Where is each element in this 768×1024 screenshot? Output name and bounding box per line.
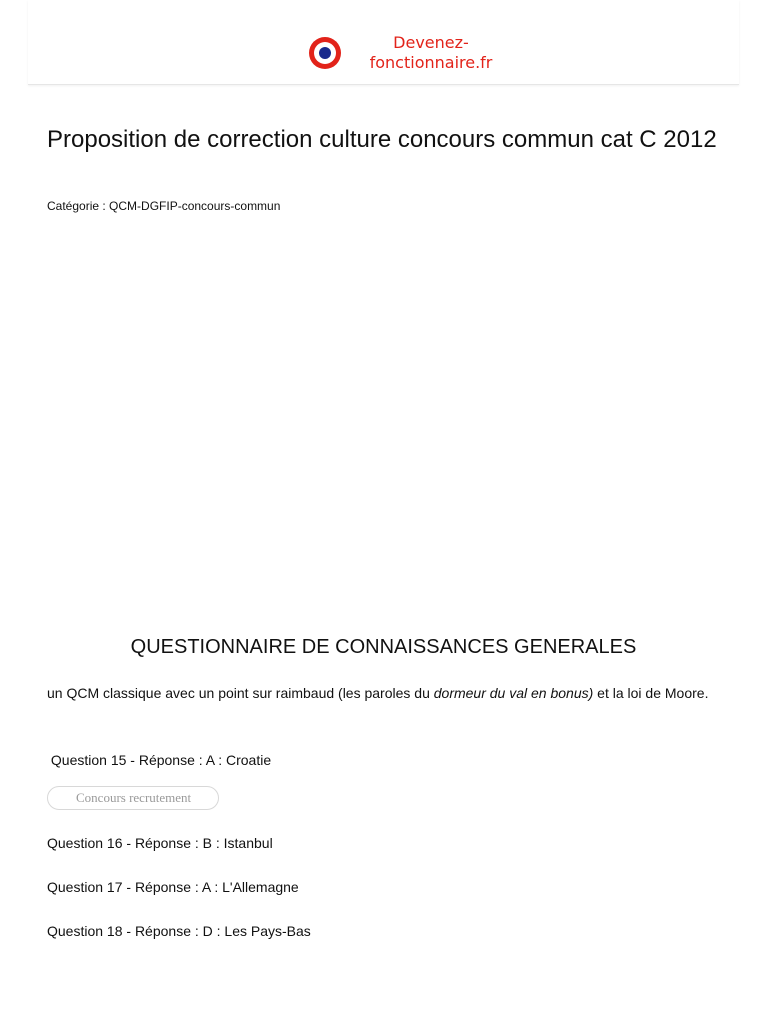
intro-text-start: un QCM classique avec un point sur raimbaud (les paroles du — [47, 685, 434, 701]
roundel-icon — [308, 36, 342, 70]
site-logo-link[interactable] — [308, 33, 506, 73]
intro-text-italic: dormeur du val en bonus) — [433, 685, 594, 701]
question-16: Question 16 - Réponse : B : Istanbul — [47, 835, 273, 851]
logo-text-line2: fonctionnaire.fr — [369, 53, 493, 72]
question-17: Question 17 - Réponse : A : L'Allemagne — [47, 879, 299, 895]
category-link[interactable]: QCM-DGFIP-concours-commun — [109, 199, 281, 213]
intro-paragraph — [47, 681, 727, 705]
intro-text-end: et la loi de Moore. — [593, 685, 709, 701]
article-category — [47, 198, 280, 214]
logo-text — [356, 33, 506, 73]
category-label: Catégorie : — [47, 199, 110, 213]
logo-text-line1: Devenez- — [393, 33, 469, 52]
question-18: Question 18 - Réponse : D : Les Pays-Bas — [47, 923, 311, 939]
tag-pill-concours-recrutement[interactable]: Concours recrutement — [47, 786, 219, 810]
article-title: Proposition de correction culture concours commun cat C 2012 — [47, 126, 717, 153]
site-header — [28, 0, 739, 85]
question-15: Question 15 - Réponse : A : Croatie — [47, 752, 272, 768]
section-heading: QUESTIONNAIRE DE CONNAISSANCES GENERALES — [130, 636, 637, 658]
